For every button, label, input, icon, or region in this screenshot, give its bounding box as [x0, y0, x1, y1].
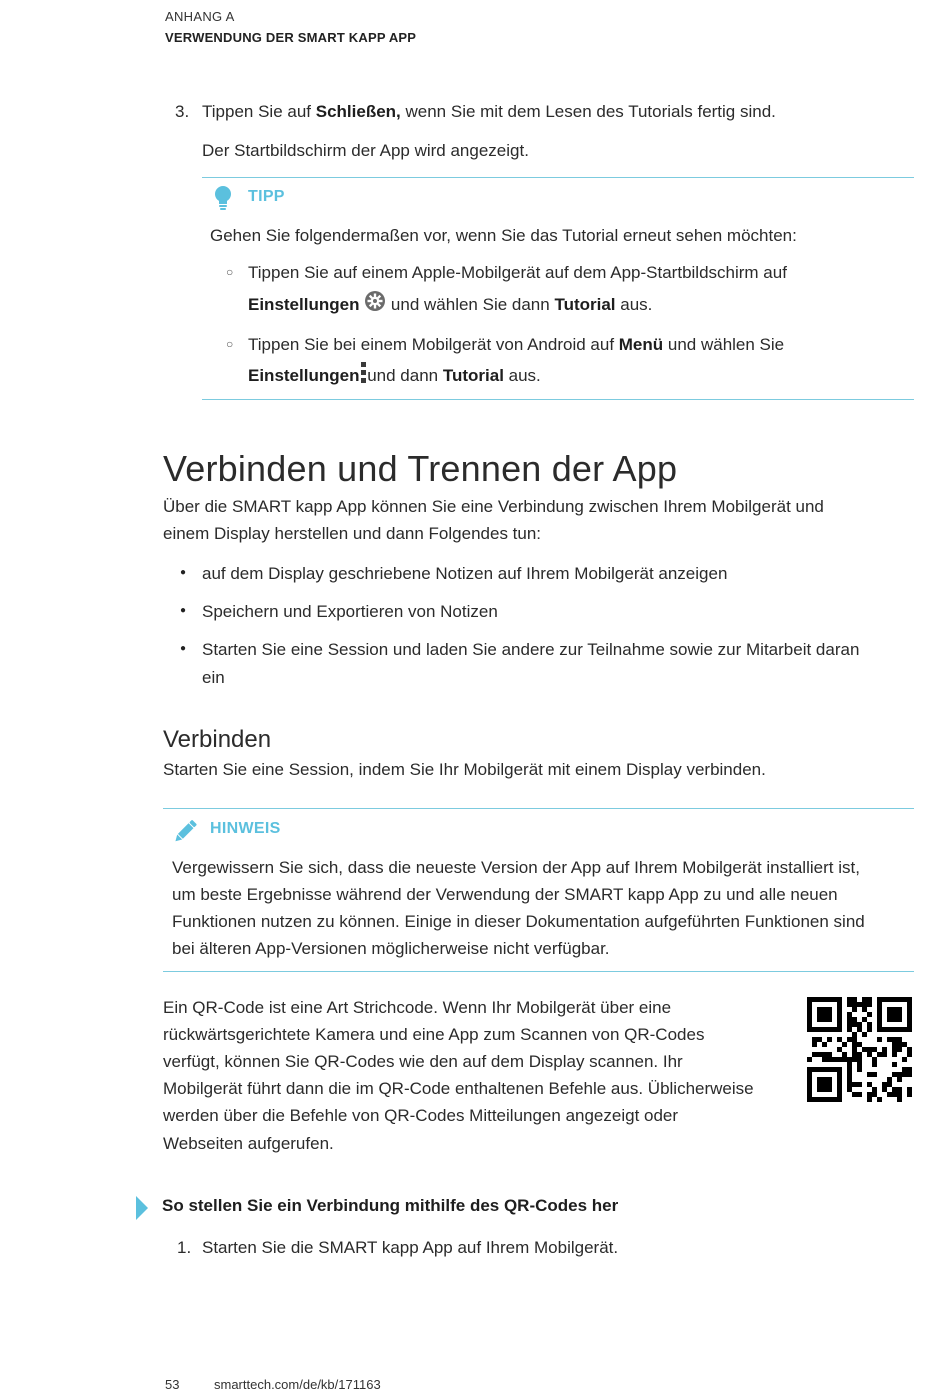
qr-module — [832, 997, 837, 1002]
bullet-dot: ● — [180, 567, 187, 578]
qr-module — [827, 1012, 832, 1017]
qr-code-image — [807, 997, 912, 1102]
qr-module — [857, 1057, 862, 1062]
qr-module — [907, 997, 912, 1002]
circle-bullet: ○ — [226, 337, 234, 351]
qr-module — [807, 1012, 812, 1017]
tip-item-2-end: aus. — [503, 366, 541, 385]
qr-module — [872, 1072, 877, 1077]
qr-module — [847, 1037, 852, 1042]
qr-module — [872, 1092, 877, 1097]
qr-module — [882, 997, 887, 1002]
qr-module — [852, 1037, 857, 1042]
section-bullet-1: auf dem Display geschriebene Notizen auf Ihrem Mobilgerät anzeigen — [202, 564, 728, 583]
qr-module — [862, 1032, 867, 1037]
qr-module — [832, 1027, 837, 1032]
qr-module — [807, 1067, 812, 1072]
qr-module — [897, 1072, 902, 1077]
qr-module — [852, 1057, 857, 1062]
qr-module — [877, 1037, 882, 1042]
bullet-dot: ● — [180, 605, 187, 616]
qr-module — [887, 1092, 892, 1097]
qr-module — [837, 1067, 842, 1072]
subsection-title: Verbinden — [163, 726, 272, 753]
qr-module — [822, 1052, 827, 1057]
qr-module — [882, 1047, 887, 1052]
qr-module — [827, 1067, 832, 1072]
qr-module — [907, 1087, 912, 1092]
qr-module — [857, 1067, 862, 1072]
step-3-result: Der Startbildschirm der App wird angezeigt. — [202, 141, 529, 160]
qr-module — [837, 1002, 842, 1007]
qr-module — [892, 1007, 897, 1012]
qr-module — [837, 1082, 842, 1087]
qr-module — [897, 997, 902, 1002]
qr-module — [867, 1012, 872, 1017]
tutorial-label: Tutorial — [554, 295, 616, 314]
qr-module — [852, 1047, 857, 1052]
qr-module — [817, 1067, 822, 1072]
circle-bullet: ○ — [226, 265, 234, 279]
qr-module — [812, 1027, 817, 1032]
note-line-3: Funktionen nutzen zu können. Einige in dieser Dokumentation aufgeführten Funktionen sind — [172, 912, 865, 931]
qr-module — [892, 1052, 897, 1057]
qr-module — [852, 1052, 857, 1057]
qr-module — [907, 1067, 912, 1072]
qr-module — [852, 997, 857, 1002]
qr-module — [867, 1082, 872, 1087]
qr-module — [847, 1012, 852, 1017]
tip-item-2-mid: und dann — [367, 366, 443, 385]
qr-module — [902, 997, 907, 1002]
qr-module — [857, 1052, 862, 1057]
qr-module — [892, 997, 897, 1002]
qr-module — [827, 997, 832, 1002]
qr-module — [822, 1082, 827, 1087]
qr-module — [902, 1072, 907, 1077]
qr-module — [882, 1027, 887, 1032]
qr-module — [897, 1037, 902, 1042]
footer-url[interactable]: smarttech.com/de/kb/171163 — [214, 1377, 381, 1392]
qr-module — [907, 1092, 912, 1097]
qr-module — [897, 1017, 902, 1022]
qr-module — [847, 1067, 852, 1072]
qr-module — [892, 1087, 897, 1092]
page-number: 53 — [165, 1377, 180, 1392]
qr-module — [892, 1037, 897, 1042]
qr-module — [897, 1077, 902, 1082]
qr-module — [857, 1027, 862, 1032]
qr-module — [897, 1012, 902, 1017]
qr-module — [852, 1082, 857, 1087]
qr-module — [892, 1062, 897, 1067]
triangle-arrow-icon — [136, 1196, 148, 1220]
qr-module — [812, 1042, 817, 1047]
qr-module — [852, 1092, 857, 1097]
note-top-rule — [163, 808, 914, 809]
qr-module — [807, 1027, 812, 1032]
settings-label: Einstellungen — [248, 366, 360, 385]
qr-module — [862, 1002, 867, 1007]
qr-module — [817, 1077, 822, 1082]
qr-module — [827, 1037, 832, 1042]
qr-module — [867, 1027, 872, 1032]
qr-module — [827, 1082, 832, 1087]
qr-module — [847, 1082, 852, 1087]
qr-module — [807, 1017, 812, 1022]
qr-module — [862, 1017, 867, 1022]
qr-module — [872, 1047, 877, 1052]
qr-module — [827, 1057, 832, 1062]
qr-module — [887, 1017, 892, 1022]
qr-module — [807, 1087, 812, 1092]
qr-module — [832, 1057, 837, 1062]
qr-module — [867, 1072, 872, 1077]
qr-module — [822, 1017, 827, 1022]
qr-module — [827, 1007, 832, 1012]
qr-module — [837, 1027, 842, 1032]
note-label: HINWEIS — [210, 820, 281, 837]
note-line-2: um beste Ergebnisse während der Verwendung der SMART kapp App zu und alle neuen — [172, 885, 838, 904]
qr-module — [897, 1047, 902, 1052]
qr-module — [872, 1062, 877, 1067]
qr-module — [827, 1087, 832, 1092]
gear-icon — [364, 290, 386, 312]
qr-module — [842, 1042, 847, 1047]
qr-module — [807, 1022, 812, 1027]
subsection-intro: Starten Sie eine Session, indem Sie Ihr Mobilgerät mit einem Display verbinden. — [163, 760, 766, 779]
qr-module — [817, 1017, 822, 1022]
qr-module — [847, 1017, 852, 1022]
qr-module — [847, 1057, 852, 1062]
qr-module — [847, 1072, 852, 1077]
step-number: 3. — [175, 102, 190, 121]
qr-module — [867, 1092, 872, 1097]
qr-module — [837, 1077, 842, 1082]
step-3-bold: Schließen, — [315, 102, 401, 121]
qr-module — [837, 1057, 842, 1062]
tip-item-1-line-1: Tippen Sie auf einem Apple-Mobilgerät auf dem App-Startbildschirm auf — [248, 263, 787, 282]
qr-module — [902, 1067, 907, 1072]
note-bottom-rule — [163, 971, 914, 972]
qr-module — [862, 1047, 867, 1052]
qr-module — [887, 1077, 892, 1082]
qr-module — [892, 1092, 897, 1097]
qr-module — [907, 1017, 912, 1022]
qr-module — [852, 1002, 857, 1007]
qr-module — [822, 1042, 827, 1047]
qr-module — [857, 1002, 862, 1007]
qr-module — [887, 1027, 892, 1032]
qr-module — [847, 1022, 852, 1027]
qr-module — [827, 1027, 832, 1032]
qr-module — [897, 1087, 902, 1092]
qr-module — [897, 1042, 902, 1047]
tip-item-1-line-2 — [248, 290, 652, 318]
qr-module — [822, 1007, 827, 1012]
section-bullet-2: Speichern und Exportieren von Notizen — [202, 602, 498, 621]
section-title: Verbinden und Trennen der App — [163, 448, 678, 489]
tip-intro: Gehen Sie folgendermaßen vor, wenn Sie das Tutorial erneut sehen möchten: — [210, 226, 797, 245]
qr-module — [817, 997, 822, 1002]
qr-module — [807, 997, 812, 1002]
tip-item-1-mid: und wählen Sie dann — [386, 295, 555, 314]
qr-module — [812, 1052, 817, 1057]
qr-module — [807, 1092, 812, 1097]
qr-module — [822, 997, 827, 1002]
qr-module — [827, 1097, 832, 1102]
qr-module — [857, 1082, 862, 1087]
qr-module — [807, 1097, 812, 1102]
qr-module — [832, 1067, 837, 1072]
qr-module — [827, 1017, 832, 1022]
qr-module — [817, 1037, 822, 1042]
qr-module — [842, 1052, 847, 1057]
qr-module — [817, 1082, 822, 1087]
qr-module — [902, 1057, 907, 1062]
section-intro-line-2: einem Display herstellen und dann Folgendes tun: — [163, 524, 542, 543]
qr-module — [837, 1022, 842, 1027]
qr-module — [907, 1022, 912, 1027]
qr-module — [877, 1052, 882, 1057]
qr-module — [807, 1072, 812, 1077]
qr-module — [892, 1017, 897, 1022]
qr-module — [847, 1077, 852, 1082]
qr-module — [817, 1087, 822, 1092]
qr-module — [812, 1067, 817, 1072]
tip-item-2-line-2 — [248, 362, 541, 389]
qr-module — [857, 1062, 862, 1067]
settings-label: Einstellungen — [248, 295, 360, 314]
qr-module — [807, 1057, 812, 1062]
tip-item-2-line-1 — [248, 331, 784, 358]
qr-module — [817, 1052, 822, 1057]
qr-module — [882, 1082, 887, 1087]
qr-module — [822, 1012, 827, 1017]
qr-text-line-2: rückwärtsgerichtete Kamera und eine App zum Scannen von QR-Codes — [163, 1025, 705, 1044]
lightbulb-icon — [212, 185, 234, 211]
qr-module — [892, 1072, 897, 1077]
qr-module — [897, 1097, 902, 1102]
qr-module — [822, 1057, 827, 1062]
section-bullet-3: Starten Sie eine Session und laden Sie andere zur Teilnahme sowie zur Mitarbeit daran — [202, 640, 860, 659]
step-1-text: Starten Sie die SMART kapp App auf Ihrem Mobilgerät. — [202, 1238, 619, 1257]
qr-module — [872, 1087, 877, 1092]
qr-module — [822, 1097, 827, 1102]
qr-module — [857, 1092, 862, 1097]
qr-text-line-3: verfügt, können Sie QR-Codes wie den auf dem Display scannen. Ihr — [163, 1052, 683, 1071]
qr-text-line-5: werden über die Befehle von QR-Codes Mitteilungen angezeigt oder — [163, 1106, 679, 1125]
qr-module — [837, 1072, 842, 1077]
qr-module — [847, 1027, 852, 1032]
tip-item-2-post: und wählen Sie — [663, 335, 785, 354]
qr-module — [857, 1042, 862, 1047]
menu-label: Menü — [618, 335, 664, 354]
qr-module — [817, 1012, 822, 1017]
qr-module — [892, 1027, 897, 1032]
qr-module — [887, 1082, 892, 1087]
qr-module — [857, 1022, 862, 1027]
qr-module — [852, 1017, 857, 1022]
qr-module — [907, 1072, 912, 1077]
qr-module — [862, 1007, 867, 1012]
qr-module — [867, 1052, 872, 1057]
qr-module — [877, 1022, 882, 1027]
qr-module — [847, 1087, 852, 1092]
qr-module — [837, 1007, 842, 1012]
qr-module — [847, 1062, 852, 1067]
qr-module — [877, 1097, 882, 1102]
qr-module — [847, 997, 852, 1002]
qr-module — [842, 1057, 847, 1062]
qr-module — [827, 1077, 832, 1082]
qr-module — [837, 1092, 842, 1097]
qr-module — [837, 1087, 842, 1092]
qr-module — [837, 1037, 842, 1042]
qr-module — [867, 1097, 872, 1102]
qr-module — [907, 1047, 912, 1052]
qr-module — [852, 1007, 857, 1012]
qr-module — [812, 1097, 817, 1102]
qr-module — [892, 1042, 897, 1047]
qr-module — [827, 1052, 832, 1057]
pencil-icon — [172, 818, 198, 844]
qr-module — [822, 1077, 827, 1082]
tip-bottom-rule — [202, 399, 914, 400]
step-3-text — [202, 98, 776, 125]
qr-module — [817, 1007, 822, 1012]
qr-module — [877, 1007, 882, 1012]
step-3-pre: Tippen Sie auf — [202, 102, 316, 121]
qr-module — [897, 1092, 902, 1097]
qr-module — [832, 1097, 837, 1102]
qr-module — [882, 1052, 887, 1057]
qr-module — [887, 997, 892, 1002]
qr-module — [877, 1002, 882, 1007]
chapter-title: VERWENDUNG DER SMART KAPP APP — [165, 30, 417, 45]
qr-module — [817, 1027, 822, 1032]
qr-module — [907, 1007, 912, 1012]
qr-module — [822, 1087, 827, 1092]
qr-module — [907, 1002, 912, 1007]
step-3-post: wenn Sie mit dem Lesen des Tutorials fertig sind. — [400, 102, 776, 121]
tip-item-1-end: aus. — [615, 295, 653, 314]
qr-module — [892, 1012, 897, 1017]
tip-item-2-pre: Tippen Sie bei einem Mobilgerät von Android auf — [248, 335, 619, 354]
qr-module — [852, 1032, 857, 1037]
qr-module — [837, 997, 842, 1002]
qr-module — [887, 1012, 892, 1017]
qr-module — [902, 1027, 907, 1032]
section-intro-line-1: Über die SMART kapp App können Sie eine Verbindung zwischen Ihrem Mobilgerät und — [163, 497, 824, 516]
qr-module — [877, 1027, 882, 1032]
qr-text-line-4: Mobilgerät führt dann die im QR-Code enthaltenen Befehle aus. Üblicherweise — [163, 1079, 754, 1098]
qr-module — [907, 1027, 912, 1032]
qr-module — [867, 997, 872, 1002]
qr-module — [897, 1027, 902, 1032]
qr-module — [867, 1022, 872, 1027]
qr-module — [887, 1007, 892, 1012]
qr-module — [877, 997, 882, 1002]
qr-module — [807, 1007, 812, 1012]
qr-module — [822, 1067, 827, 1072]
qr-module — [852, 1042, 857, 1047]
note-line-4: bei älteren App-Versionen möglicherweise nicht verfügbar. — [172, 939, 610, 958]
qr-text-line-1: Ein QR-Code ist eine Art Strichcode. Wenn Ihr Mobilgerät über eine — [163, 998, 672, 1017]
qr-module — [887, 1037, 892, 1042]
qr-module — [907, 1052, 912, 1057]
qr-module — [867, 1002, 872, 1007]
qr-module — [877, 1017, 882, 1022]
note-line-1: Vergewissern Sie sich, dass die neueste Version der App auf Ihrem Mobilgerät installiert ist, — [172, 858, 860, 877]
qr-module — [837, 1017, 842, 1022]
bullet-dot: ● — [180, 643, 187, 654]
qr-module — [867, 1047, 872, 1052]
qr-module — [817, 1097, 822, 1102]
qr-module — [807, 1002, 812, 1007]
qr-module — [822, 1027, 827, 1032]
qr-module — [837, 1012, 842, 1017]
section-bullet-3-cont: ein — [202, 668, 225, 687]
qr-module — [882, 1087, 887, 1092]
qr-module — [907, 1012, 912, 1017]
qr-module — [897, 1007, 902, 1012]
qr-module — [812, 997, 817, 1002]
qr-module — [807, 1077, 812, 1082]
qr-module — [807, 1082, 812, 1087]
tutorial-label: Tutorial — [442, 366, 504, 385]
step-number: 1. — [177, 1238, 192, 1257]
qr-module — [837, 1097, 842, 1102]
qr-module — [852, 1022, 857, 1027]
qr-module — [837, 1047, 842, 1052]
qr-module — [902, 1042, 907, 1047]
qr-module — [812, 1037, 817, 1042]
qr-module — [877, 1012, 882, 1017]
qr-module — [862, 997, 867, 1002]
qr-text-line-6: Webseiten aufgerufen. — [163, 1134, 334, 1153]
appendix-label: ANHANG A — [165, 9, 235, 24]
tip-top-rule — [202, 177, 914, 178]
procedure-title: So stellen Sie ein Verbindung mithilfe des QR-Codes her — [162, 1196, 619, 1215]
qr-module — [847, 1002, 852, 1007]
qr-module — [892, 1047, 897, 1052]
tip-label: TIPP — [248, 188, 285, 205]
qr-module — [872, 1057, 877, 1062]
